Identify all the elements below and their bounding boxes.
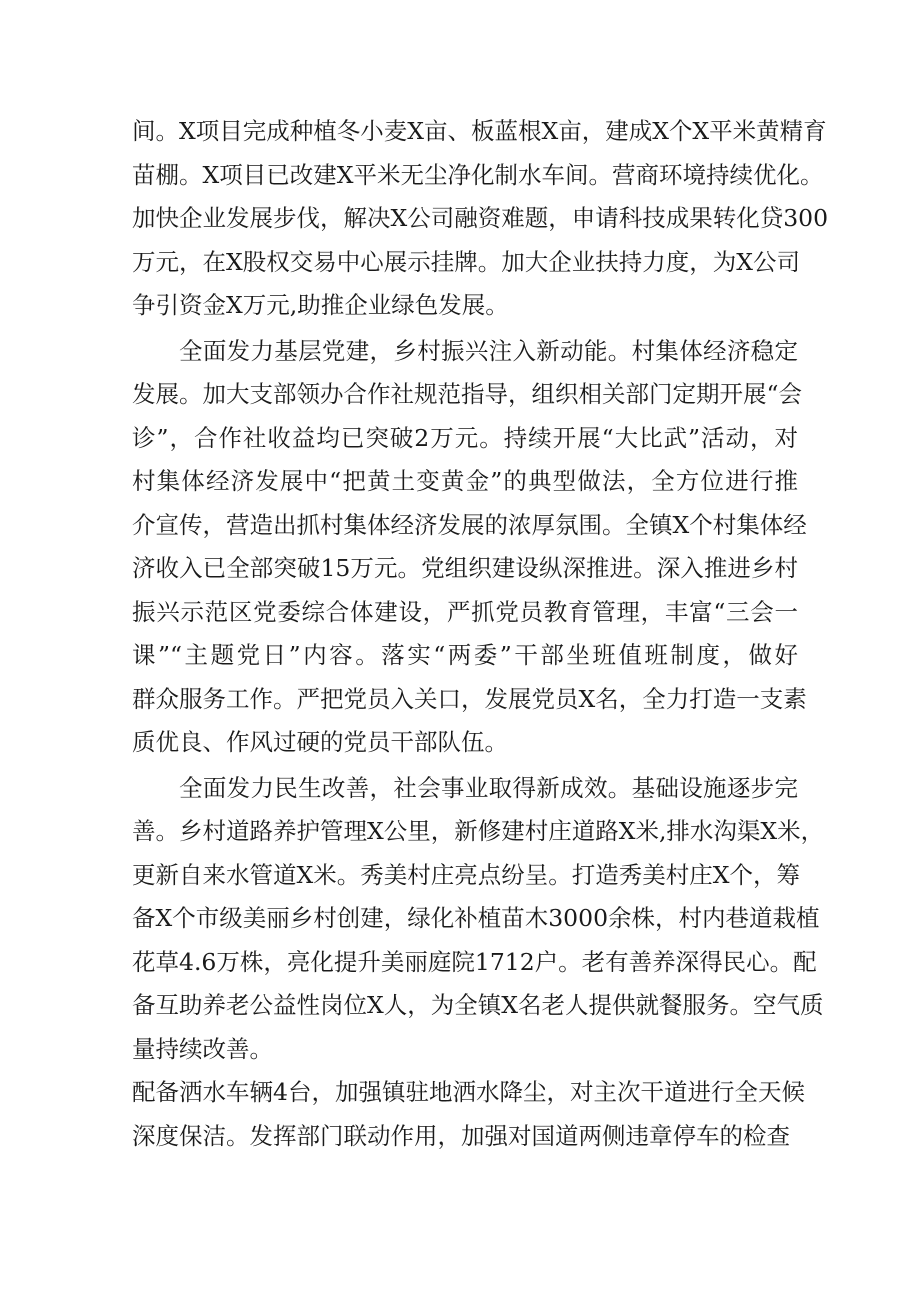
text-line: 介宣传，营造出抓村集体经济发展的浓厚氛围。全镇X个村集体经 — [132, 510, 807, 539]
text-line: 苗棚。X项目已改建X平米无尘净化制水车间。营商环境持续优化。 — [132, 160, 824, 189]
text-line: 备X个市级美丽乡村创建，绿化补植苗木3000余株，村内巷道栽植 — [132, 904, 820, 932]
text-line: 更新自来水管道X米。秀美村庄亮点纷呈。打造秀美村庄X个，筹 — [132, 860, 800, 889]
text-line: 课”“主题党日”内容。落实“两委”干部坐班值班制度，做好 — [132, 641, 798, 669]
text-line: 量持续改善。 — [132, 1034, 273, 1063]
text-line: 诊”，合作社收益均已突破2万元。持续开展“大比武”活动，对 — [132, 423, 798, 452]
text-line: 花草4.6万株，亮化提升美丽庭院1712户。老有善养深得民心。配 — [132, 947, 817, 976]
paragraph-enterprise-development — [132, 110, 829, 328]
paragraph-air-quality — [132, 1071, 805, 1158]
text-line: 配备洒水车辆4台，加强镇驻地洒水降尘，对主次干道进行全天候 — [132, 1078, 805, 1106]
text-line: 争引资金X万元,助推企业绿色发展。 — [132, 291, 509, 319]
text-line: 间。X项目完成种植冬小麦X亩、板蓝根X亩，建成X个X平米黄精育 — [132, 117, 827, 145]
text-line: 万元，在X股权交易中心展示挂牌。加大企业扶持力度，为X公司 — [132, 247, 800, 276]
text-line: 备互助养老公益性岗位X人，为全镇X名老人提供就餐服务。空气质 — [132, 991, 824, 1019]
text-line: 善。乡村道路养护管理X公里，新修建村庄道路X米,排水沟渠X米， — [132, 817, 825, 845]
text-line: 深度保洁。发挥部门联动作用，加强对国道两侧违章停车的检查 — [132, 1121, 790, 1150]
text-line: 振兴示范区党委综合体建设，严抓党员教育管理，丰富“三会一 — [132, 597, 798, 626]
text-line: 群众服务工作。严把党员入关口，发展党员X名，全力打造一支素 — [132, 684, 807, 713]
text-line: 济收入已全部突破15万元。党组织建设纵深推进。深入推进乡村 — [132, 554, 798, 582]
document-body — [132, 110, 829, 1158]
paragraph-livelihood — [132, 767, 825, 1072]
text-line: 全面发力民生改善，社会事业取得新成效。基础设施逐步完 — [179, 773, 798, 802]
text-line: 质优良、作风过硬的党员干部队伍。 — [132, 728, 508, 756]
text-line: 村集体经济发展中“把黄土变黄金”的典型做法，全方位进行推 — [132, 467, 798, 495]
paragraph-party-building — [132, 330, 807, 765]
text-line: 发展。加大支部领办合作社规范指导，组织相关部门定期开展“会 — [132, 380, 803, 408]
text-line: 全面发力基层党建，乡村振兴注入新动能。村集体经济稳定 — [179, 336, 798, 365]
text-line: 加快企业发展步伐，解决X公司融资难题，申请科技成果转化贷300 — [132, 204, 829, 232]
